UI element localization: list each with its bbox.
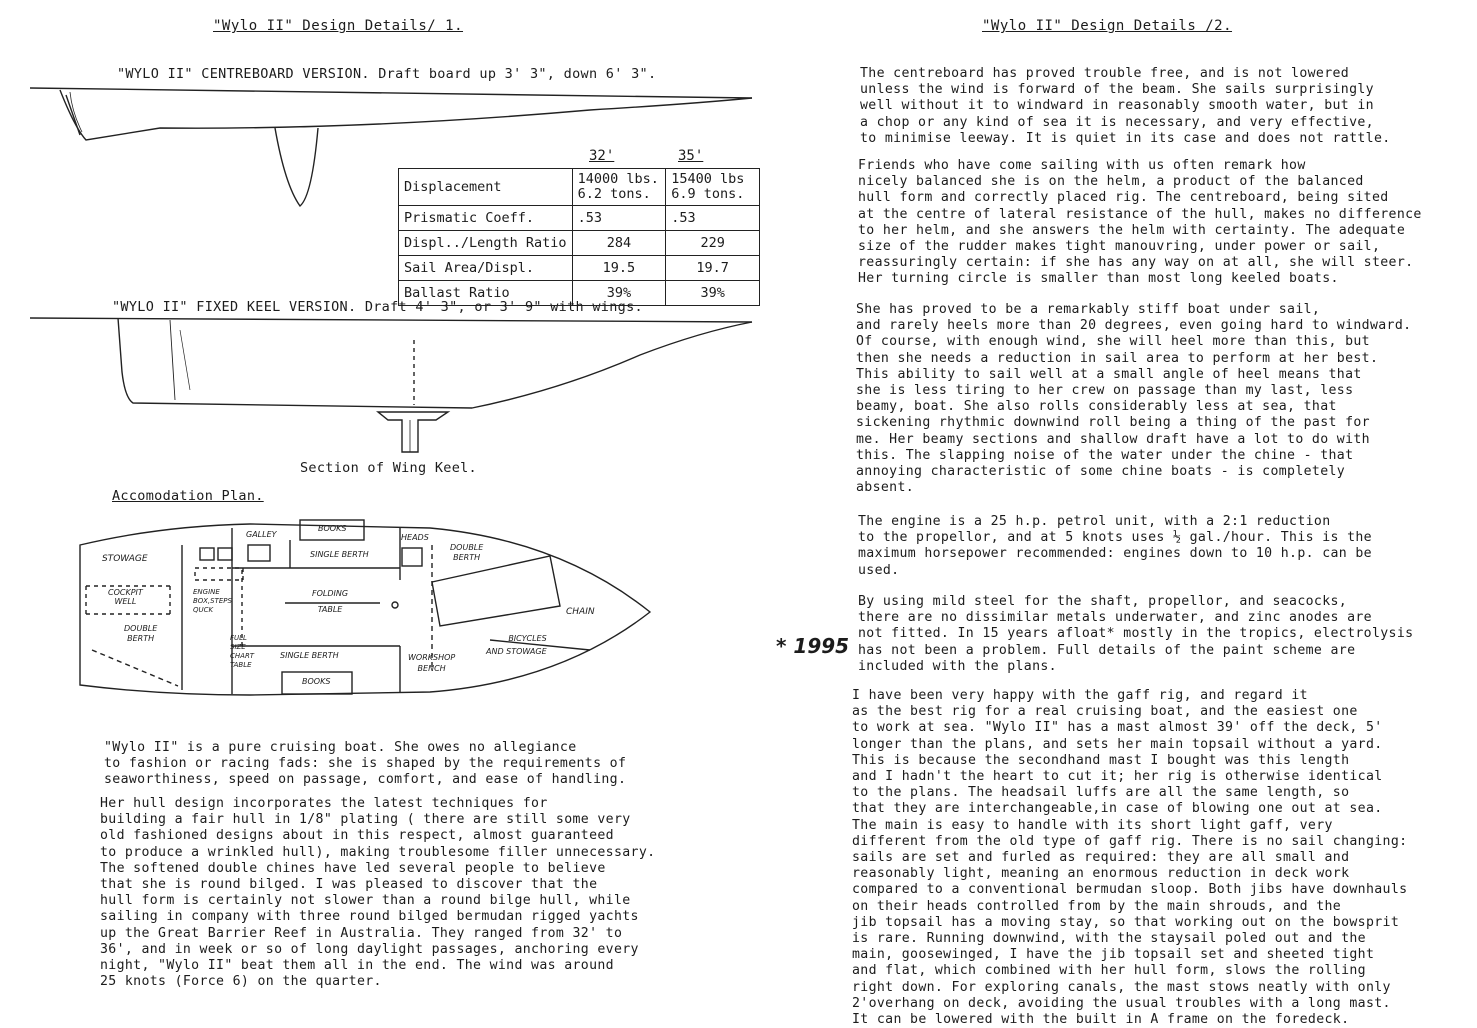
spec-label: Prismatic Coeff. bbox=[399, 206, 573, 231]
spec-label: Sail Area/Displ. bbox=[399, 256, 573, 281]
plan-label-double-berth-fwd: DOUBLE BERTH bbox=[450, 543, 484, 562]
spec-value-32: 19.5 bbox=[572, 256, 666, 281]
balance-paragraph: Friends who have come sailing with us often remark how nicely balanced she is on the helm, a product of the balanced hull form and correctly placed rig. The centreboard, being sited at the centre of lateral resistance of the hull, makes no difference to her helm, and she answers the helm with certainty. The adequate size of the rudder makes tight manouvring, under power or sail, reassuringly certain: if she has any way on at all, she will steer. Her turning circle is smaller than most long keeled boats. bbox=[858, 158, 1422, 287]
spec-value-35: 19.7 bbox=[666, 256, 760, 281]
plan-label-single-berth-bottom: SINGLE BERTH bbox=[280, 651, 339, 660]
spec-col-32: 32' bbox=[589, 148, 615, 164]
fixed-keel-hull-profile bbox=[30, 318, 752, 408]
hull-drawings bbox=[0, 0, 760, 730]
page-title-text: "Wylo II" Design Details/ 1. bbox=[213, 18, 464, 34]
table-row bbox=[399, 206, 760, 231]
electrolysis-paragraph: By using mild steel for the shaft, propellor, and seacocks, there are no dissimilar metals underwater, and zinc anodes are not fitted. In 15 years afloat* mostly in the tropics, electrolysis has not been a problem. Full details of the paint scheme are included with the plans. bbox=[858, 594, 1414, 674]
spec-col-35: 35' bbox=[678, 148, 704, 164]
plan-label-workshop-bench: WORKSHOP BENCH bbox=[408, 653, 456, 673]
plan-label-bicycles: BICYCLES AND STOWAGE bbox=[486, 634, 547, 656]
spec-value-35: 15400 lbs 6.9 tons. bbox=[666, 169, 760, 206]
fixed-keel-caption: "WYLO II" FIXED KEEL VERSION. Draft 4' 3", or 3' 9" with wings. bbox=[112, 299, 643, 315]
specifications-table bbox=[398, 168, 760, 306]
plan-label-double-berth-aft: DOUBLE BERTH bbox=[124, 624, 158, 643]
stiffness-paragraph: She has proved to be a remarkably stiff boat under sail, and rarely heels more than 20 degrees, even going hard to windward. Of course, with enough wind, she will heel more than this, but then she needs a reduction in sail area to perform at her best. This ability to sail well at a small angle of heel means that she is less tiring to her crew on passage than my last, less beamy, boat. She also rolls considerably less at sea, that sickening rhythmic downwind roll being a thing of the past for me. Her beamy sections and shallow draft have a lot to do with this. The slapping noise of the water under the chine - that annoying characteristic of some chine boats - is completely absent. bbox=[856, 302, 1412, 496]
margin-annotation: * 1995 bbox=[776, 634, 850, 658]
plan-label-engine-box: ENGINE BOX,STEPS QUCK bbox=[193, 588, 232, 614]
centreboard-caption: "WYLO II" CENTREBOARD VERSION. Draft board up 3' 3", down 6' 3". bbox=[117, 66, 657, 82]
table-row bbox=[399, 169, 760, 206]
hull-design-paragraph: Her hull design incorporates the latest techniques for building a fair hull in 1/8" plating ( there are still some very old fashioned designs about in this respect, almost guaranteed to produce a wrinkled hull), making troublesome filler unnecessary. The softened double chines have led several people to believe that she is round bilged. I was pleased to discover that the hull form is certainly not slower than a round bilge hull, while sailing in company with three round bilged bermudan rigged yachts up the Great Barrier Reef in Australia. They ranged from 32' to 36', and in week or so of long daylight passages, anchoring every night, "Wylo II" beat them all in the end. The wind was around 25 knots (Force 6) on the quarter. bbox=[100, 796, 656, 990]
accommodation-plan bbox=[80, 520, 650, 695]
spec-value-32: .53 bbox=[572, 206, 666, 231]
wing-keel-section bbox=[378, 412, 448, 452]
spec-value-32: 14000 lbs. 6.2 tons. bbox=[572, 169, 666, 206]
table-row bbox=[399, 231, 760, 256]
plan-label-chain: CHAIN bbox=[566, 607, 595, 617]
spec-label: Displacement bbox=[399, 169, 573, 206]
plan-label-stowage: STOWAGE bbox=[102, 554, 148, 564]
table-row bbox=[399, 256, 760, 281]
intro-paragraph: "Wylo II" is a pure cruising boat. She owes no allegiance to fashion or racing fads: she is shaped by the requirements of seaworthiness, speed on passage, comfort, and ease of handling. bbox=[104, 740, 627, 788]
page-title bbox=[982, 18, 1232, 34]
spec-value-32: 39% bbox=[572, 281, 666, 306]
accommodation-caption: Accomodation Plan. bbox=[112, 488, 264, 504]
spec-value-35: 229 bbox=[666, 231, 760, 256]
spec-label: Ballast Ratio bbox=[399, 281, 573, 306]
spec-value-35: 39% bbox=[666, 281, 760, 306]
right-page bbox=[760, 0, 1477, 1028]
plan-label-chart-table: FULL SIZE CHART TABLE bbox=[230, 634, 255, 669]
plan-label-galley: GALLEY bbox=[246, 530, 277, 539]
plan-label-cockpit-well: COCKPIT WELL bbox=[108, 588, 143, 606]
plan-label-folding-table: FOLDING TABLE bbox=[312, 589, 349, 614]
plan-label-books-top: BOOKS bbox=[318, 524, 347, 533]
engine-paragraph: The engine is a 25 h.p. petrol unit, with a 2:1 reduction to the propellor, and at 5 knots uses ½ gal./hour. This is the maximum horsepower recommended: engines down to 10 h.p. can be used. bbox=[858, 514, 1372, 578]
spec-label: Displ../Length Ratio bbox=[399, 231, 573, 256]
spec-value-32: 284 bbox=[572, 231, 666, 256]
plan-label-single-berth-top: SINGLE BERTH bbox=[310, 550, 369, 559]
plan-label-heads: HEADS bbox=[401, 533, 429, 542]
gaff-rig-paragraph: I have been very happy with the gaff rig, and regard it as the best rig for a real cruising boat, and the easiest one to work at sea. "Wylo II" has a mast almost 39' off the deck, 5' longer than the plans, and sets her main topsail without a yard. This is because the secondhand mast I bought was this length and I hadn't the heart to cut it; her rig is otherwise identical to the plans. The headsail luffs are all the same length, so that they are interchangeable,in case of blowing one out at sea. The main is easy to handle with its short light gaff, very different from the old type of gaff rig. There is no sail changing: sails are set and furled as required: they are all small and reasonably light, meaning an enormous reduction in deck work compared to a conventional bermudan sloop. Both jibs have downhauls on their heads controlled from by the main shrouds, and the jib topsail has a moving stay, so that working out on the bowsprit is rare. Running downwind, with the staysail poled out and the main, goosewinged, I have the jib topsail set and sheeted tight and flat, which combined with her hull form, slows the rolling right down. For exploring canals, the mast stows neatly with only 2'overhang on deck, avoiding the usual troubles with a long mast. It can be lowered with the built in A frame on the foredeck. bbox=[852, 688, 1408, 1028]
spec-value-35: .53 bbox=[666, 206, 760, 231]
page-title-text: "Wylo II" Design Details /2. bbox=[982, 18, 1233, 34]
centreboard-paragraph: The centreboard has proved trouble free, and is not lowered unless the wind is forward of the beam. She sails surprisingly well without it to windward in reasonably smooth water, but in a chop or any kind of sea it is necessary, and very effective, to minimise leeway. It is quiet in its case and does not rattle. bbox=[860, 66, 1391, 146]
wing-keel-caption: Section of Wing Keel. bbox=[300, 460, 477, 476]
plan-label-books-bottom: BOOKS bbox=[302, 677, 331, 686]
